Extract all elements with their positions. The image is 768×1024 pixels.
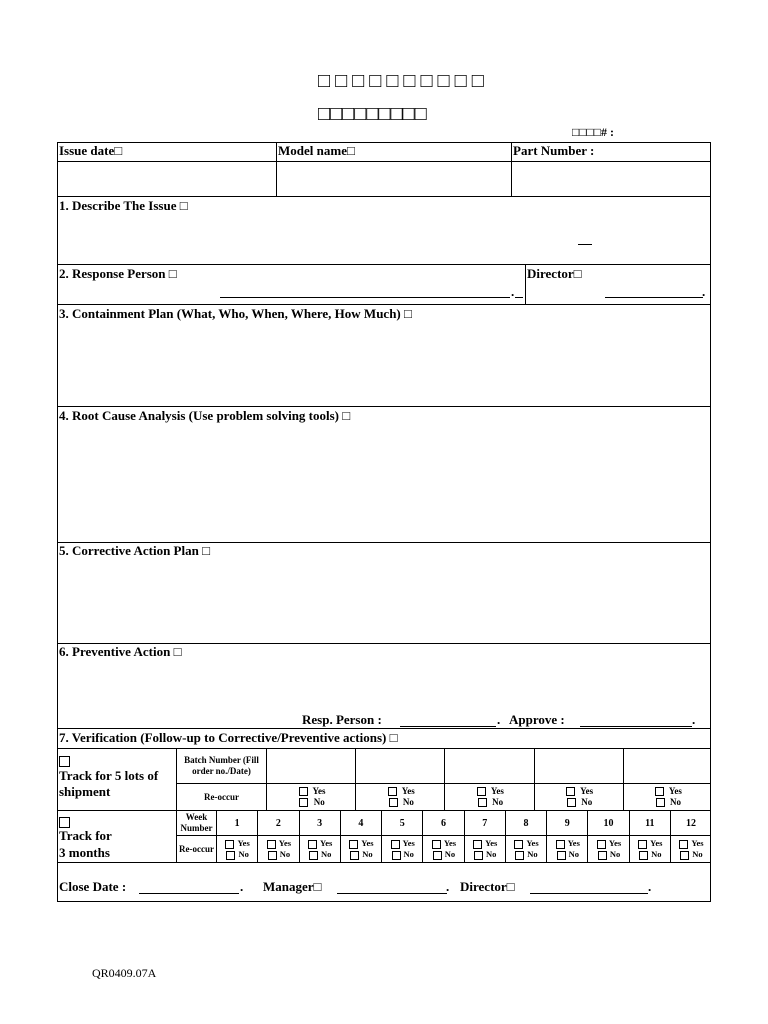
yes-checkbox[interactable] xyxy=(308,840,317,849)
week-number-cell: 7 xyxy=(464,811,505,836)
yes-checkbox[interactable] xyxy=(655,787,664,796)
yes-checkbox[interactable] xyxy=(473,840,482,849)
no-label: No xyxy=(313,797,325,807)
yes-checkbox[interactable] xyxy=(432,840,441,849)
containment-plan-field[interactable] xyxy=(58,322,710,406)
no-label: No xyxy=(651,849,662,859)
section-2-title: 2. Response Person □ xyxy=(59,266,177,281)
yes-label: Yes xyxy=(401,786,415,796)
section-5-title: 5. Corrective Action Plan □ xyxy=(59,543,210,558)
no-checkbox[interactable] xyxy=(478,798,487,807)
section-7-title: 7. Verification (Follow-up to Corrective/Preventive actions) □ xyxy=(59,730,398,745)
punct: . xyxy=(240,879,244,894)
week-number-cell: 3 xyxy=(299,811,340,836)
reoccur-header: Re-occur xyxy=(177,836,217,863)
root-cause-field[interactable] xyxy=(58,424,710,542)
yes-label: Yes xyxy=(361,838,374,848)
response-person-line[interactable] xyxy=(220,297,510,298)
yes-label: Yes xyxy=(485,838,498,848)
week-number-cell: 12 xyxy=(670,811,711,836)
divider xyxy=(57,862,711,863)
no-checkbox[interactable] xyxy=(656,798,665,807)
yes-label: Yes xyxy=(278,838,292,848)
section-4-title: 4. Root Cause Analysis (Use problem solving tools) □ xyxy=(59,408,351,423)
yes-label: Yes xyxy=(237,838,250,848)
reoccur-cell xyxy=(423,836,464,863)
punct: . xyxy=(702,284,706,299)
yes-label: Yes xyxy=(668,786,682,796)
issue-date-label: Issue date□ xyxy=(59,143,123,158)
no-checkbox[interactable] xyxy=(350,851,359,860)
yes-checkbox[interactable] xyxy=(349,840,358,849)
no-checkbox[interactable] xyxy=(474,851,483,860)
form-title: □ □ □ □ □ □ □ □ □ □ xyxy=(318,70,484,92)
describe-issue-field[interactable] xyxy=(58,214,710,264)
section-1-title: 1. Describe The Issue □ xyxy=(59,198,188,213)
no-label: No xyxy=(568,849,579,859)
yes-checkbox[interactable] xyxy=(299,787,308,796)
divider xyxy=(57,264,711,265)
week-number-cell: 9 xyxy=(547,811,588,836)
document-code: QR0409.07A xyxy=(92,966,157,980)
reoccur-cell xyxy=(547,836,588,863)
no-label: No xyxy=(403,849,414,859)
reoccur-cell xyxy=(299,836,340,863)
reoccur-cell xyxy=(340,836,381,863)
part-number-field[interactable] xyxy=(512,162,710,196)
week-number-cell: 5 xyxy=(382,811,423,836)
no-checkbox[interactable] xyxy=(557,851,566,860)
reoccur-cell xyxy=(505,836,546,863)
yes-checkbox[interactable] xyxy=(391,840,400,849)
divider xyxy=(57,196,711,197)
yes-label: Yes xyxy=(691,838,704,848)
preventive-action-field[interactable] xyxy=(58,660,710,710)
no-label: No xyxy=(320,849,332,859)
close-date-label: Close Date : xyxy=(59,879,127,894)
yes-checkbox[interactable] xyxy=(514,840,523,849)
no-label: No xyxy=(609,849,621,859)
no-checkbox[interactable] xyxy=(226,851,235,860)
no-checkbox[interactable] xyxy=(433,851,442,860)
part-number-label: Part Number : xyxy=(513,143,595,158)
week-number-cell: 1 xyxy=(217,811,258,836)
batch-cell[interactable] xyxy=(356,749,445,784)
manager-label: Manager□ xyxy=(263,879,322,894)
yes-checkbox[interactable] xyxy=(477,787,486,796)
no-label: No xyxy=(279,849,291,859)
yes-label: Yes xyxy=(320,838,333,848)
mark-dash xyxy=(578,244,592,245)
reoccur-cell xyxy=(534,784,623,811)
reoccur-cell xyxy=(445,784,534,811)
divider xyxy=(57,728,711,729)
reoccur-header: Re-occur xyxy=(177,784,267,811)
yes-label: Yes xyxy=(580,786,594,796)
week-number-cell: 8 xyxy=(505,811,546,836)
no-checkbox[interactable] xyxy=(309,851,318,860)
track-3-months-label-1: Track for xyxy=(59,828,112,843)
form-number-label: □□□□# : xyxy=(572,125,614,139)
close-date-line[interactable] xyxy=(139,893,239,894)
reoccur-cell xyxy=(588,836,629,863)
reoccur-cell xyxy=(623,784,711,811)
approve-label: Approve : xyxy=(509,712,565,727)
yes-checkbox[interactable] xyxy=(388,787,397,796)
track-3-months-checkbox[interactable] xyxy=(59,817,70,828)
footer-director-label: Director□ xyxy=(460,879,515,894)
no-checkbox[interactable] xyxy=(680,851,689,860)
reoccur-cell xyxy=(217,836,258,863)
batch-cell[interactable] xyxy=(623,749,711,784)
no-checkbox[interactable] xyxy=(299,798,308,807)
punct: . xyxy=(511,284,515,299)
yes-label: Yes xyxy=(490,786,504,796)
week-number-cell: 6 xyxy=(423,811,464,836)
no-label: No xyxy=(362,849,373,859)
punct: . xyxy=(497,712,501,727)
punct: . xyxy=(692,712,696,727)
reoccur-cell xyxy=(629,836,670,863)
divider xyxy=(57,406,711,407)
punct: . xyxy=(648,879,652,894)
yes-checkbox[interactable] xyxy=(638,840,647,849)
issue-date-field[interactable] xyxy=(58,162,275,196)
yes-checkbox[interactable] xyxy=(566,787,575,796)
form-subtitle: □□□□□□□□□ xyxy=(318,103,427,125)
reoccur-cell xyxy=(267,784,356,811)
director-label: Director□ xyxy=(527,266,582,281)
director-signature-line[interactable] xyxy=(605,297,703,298)
batch-cell[interactable] xyxy=(445,749,534,784)
no-checkbox[interactable] xyxy=(268,851,277,860)
no-checkbox[interactable] xyxy=(639,851,648,860)
batch-number-header: Batch Number (Fill order no./Date) xyxy=(177,749,267,784)
no-label: No xyxy=(402,797,414,807)
no-label: No xyxy=(581,797,593,807)
track-5-lots-checkbox[interactable] xyxy=(59,756,70,767)
yes-label: Yes xyxy=(402,838,415,848)
no-checkbox[interactable] xyxy=(598,851,607,860)
yes-checkbox[interactable] xyxy=(597,840,606,849)
track-3-months-table xyxy=(176,810,711,863)
model-name-label: Model name□ xyxy=(278,143,355,158)
yes-checkbox[interactable] xyxy=(679,840,688,849)
yes-checkbox[interactable] xyxy=(225,840,234,849)
week-number-cell: 10 xyxy=(588,811,629,836)
no-label: No xyxy=(486,849,497,859)
no-checkbox[interactable] xyxy=(389,798,398,807)
no-label: No xyxy=(692,849,703,859)
reoccur-cell xyxy=(382,836,423,863)
no-label: No xyxy=(238,849,249,859)
yes-label: Yes xyxy=(650,838,663,848)
divider xyxy=(525,264,526,304)
no-checkbox[interactable] xyxy=(567,798,576,807)
no-label: No xyxy=(492,797,504,807)
footer-director-line[interactable] xyxy=(530,893,648,894)
yes-checkbox[interactable] xyxy=(556,840,565,849)
reoccur-cell xyxy=(356,784,445,811)
week-number-cell: 4 xyxy=(340,811,381,836)
reoccur-cell xyxy=(670,836,711,863)
track-5-lots-table xyxy=(176,748,711,811)
no-label: No xyxy=(670,797,681,807)
no-label: No xyxy=(527,849,538,859)
corrective-action-field[interactable] xyxy=(58,559,710,643)
batch-cell[interactable] xyxy=(534,749,623,784)
week-number-header: Week Number xyxy=(177,811,217,836)
approve-line[interactable] xyxy=(580,726,692,727)
no-label: No xyxy=(444,849,456,859)
resp-person-label: Resp. Person : xyxy=(302,712,382,727)
resp-person-line[interactable] xyxy=(400,726,496,727)
reoccur-cell xyxy=(258,836,299,863)
reoccur-cell xyxy=(464,836,505,863)
section-6-title: 6. Preventive Action □ xyxy=(59,644,182,659)
punct: . xyxy=(446,879,450,894)
divider xyxy=(515,297,523,298)
manager-line[interactable] xyxy=(337,893,447,894)
divider xyxy=(57,810,177,811)
yes-label: Yes xyxy=(443,838,457,848)
track-5-lots-label: Track for 5 lots of shipment xyxy=(59,768,159,799)
section-3-title: 3. Containment Plan (What, Who, When, Where, How Much) □ xyxy=(59,306,412,321)
yes-label: Yes xyxy=(608,838,622,848)
divider xyxy=(57,304,711,305)
week-number-cell: 11 xyxy=(629,811,670,836)
model-name-field[interactable] xyxy=(277,162,510,196)
yes-checkbox[interactable] xyxy=(267,840,276,849)
no-checkbox[interactable] xyxy=(392,851,401,860)
yes-label: Yes xyxy=(526,838,539,848)
yes-label: Yes xyxy=(567,838,580,848)
track-3-months-label-2: 3 months xyxy=(59,845,110,860)
no-checkbox[interactable] xyxy=(515,851,524,860)
batch-cell[interactable] xyxy=(267,749,356,784)
week-number-cell: 2 xyxy=(258,811,299,836)
yes-label: Yes xyxy=(312,786,326,796)
